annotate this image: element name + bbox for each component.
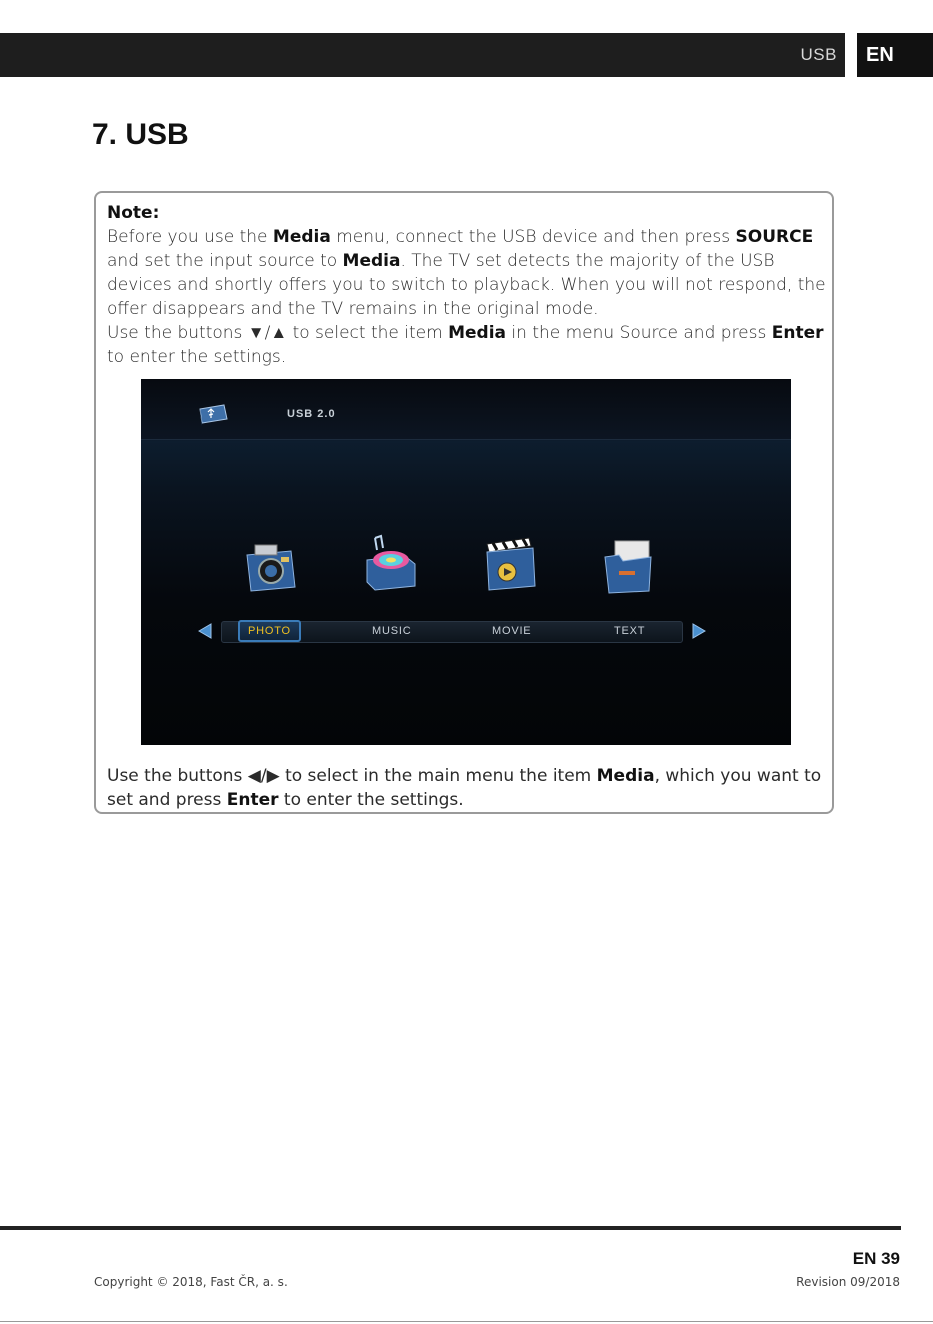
note-bold-enter: Enter [771,323,824,343]
note-text-segment: and set the input source to [107,251,343,271]
note-text-segment: Before you use the [107,227,273,247]
note-bold-media: Media [272,227,331,247]
note-heading: Note: [107,203,160,223]
top-header-bar [0,33,845,77]
media-menu-bar [221,621,683,643]
note-bold-media: Media [342,251,401,271]
note-bold-media: Media [448,323,507,343]
tv-usb-menu-screenshot [141,379,791,745]
bottom-line [0,1321,933,1322]
note-box [94,191,834,814]
note-text [107,201,827,369]
tv-header [141,379,791,440]
menu-item-movie[interactable]: MOVIE [492,625,532,637]
note-text-segment: , which you want to set and press [107,766,822,810]
note-bold-media: Media [596,766,655,786]
usb-version-label: USB 2.0 [287,408,336,420]
menu-item-text[interactable]: TEXT [614,625,646,637]
language-label: EN [866,44,894,66]
left-arrow-button[interactable] [197,623,215,639]
note-text-segment: to enter the settings. [107,347,287,367]
language-badge [857,33,933,77]
page-title: 7. USB [92,118,189,151]
note-bold-enter: Enter [226,790,279,810]
camera-icon[interactable] [241,537,301,597]
music-box-icon[interactable] [361,534,421,594]
copyright-text: Copyright © 2018, Fast ČR, a. s. [94,1275,288,1289]
menu-item-photo[interactable]: PHOTO [238,620,301,642]
revision-text: Revision 09/2018 [796,1275,900,1289]
clapperboard-icon[interactable] [481,534,541,594]
note-text-segment: to enter the settings. [278,790,464,810]
note-text-segment: Use the buttons ▼/▲ to select the item [107,323,449,343]
section-label: USB [800,45,837,64]
folder-icon[interactable] [599,537,659,597]
note-text-segment: menu, connect the USB device and then press [330,227,736,247]
note-bold-source: SOURCE [735,227,814,247]
note-text-segment: Use the buttons ◀/▶ to select in the main menu the item [107,766,597,786]
note-text-segment: . The TV set detects the majority of the USB devices and shortly offers you to switch to playback. When you will not respond, the offer disappears and the TV remains in the original mode. [107,251,826,319]
menu-item-music[interactable]: MUSIC [372,625,412,637]
page-number: EN 39 [852,1249,900,1268]
note-bottom-text [107,764,827,812]
footer-rule [0,1226,901,1230]
note-text-segment: in the menu Source and press [506,323,772,343]
usb-drive-icon [197,401,229,427]
right-arrow-button[interactable] [689,623,707,639]
